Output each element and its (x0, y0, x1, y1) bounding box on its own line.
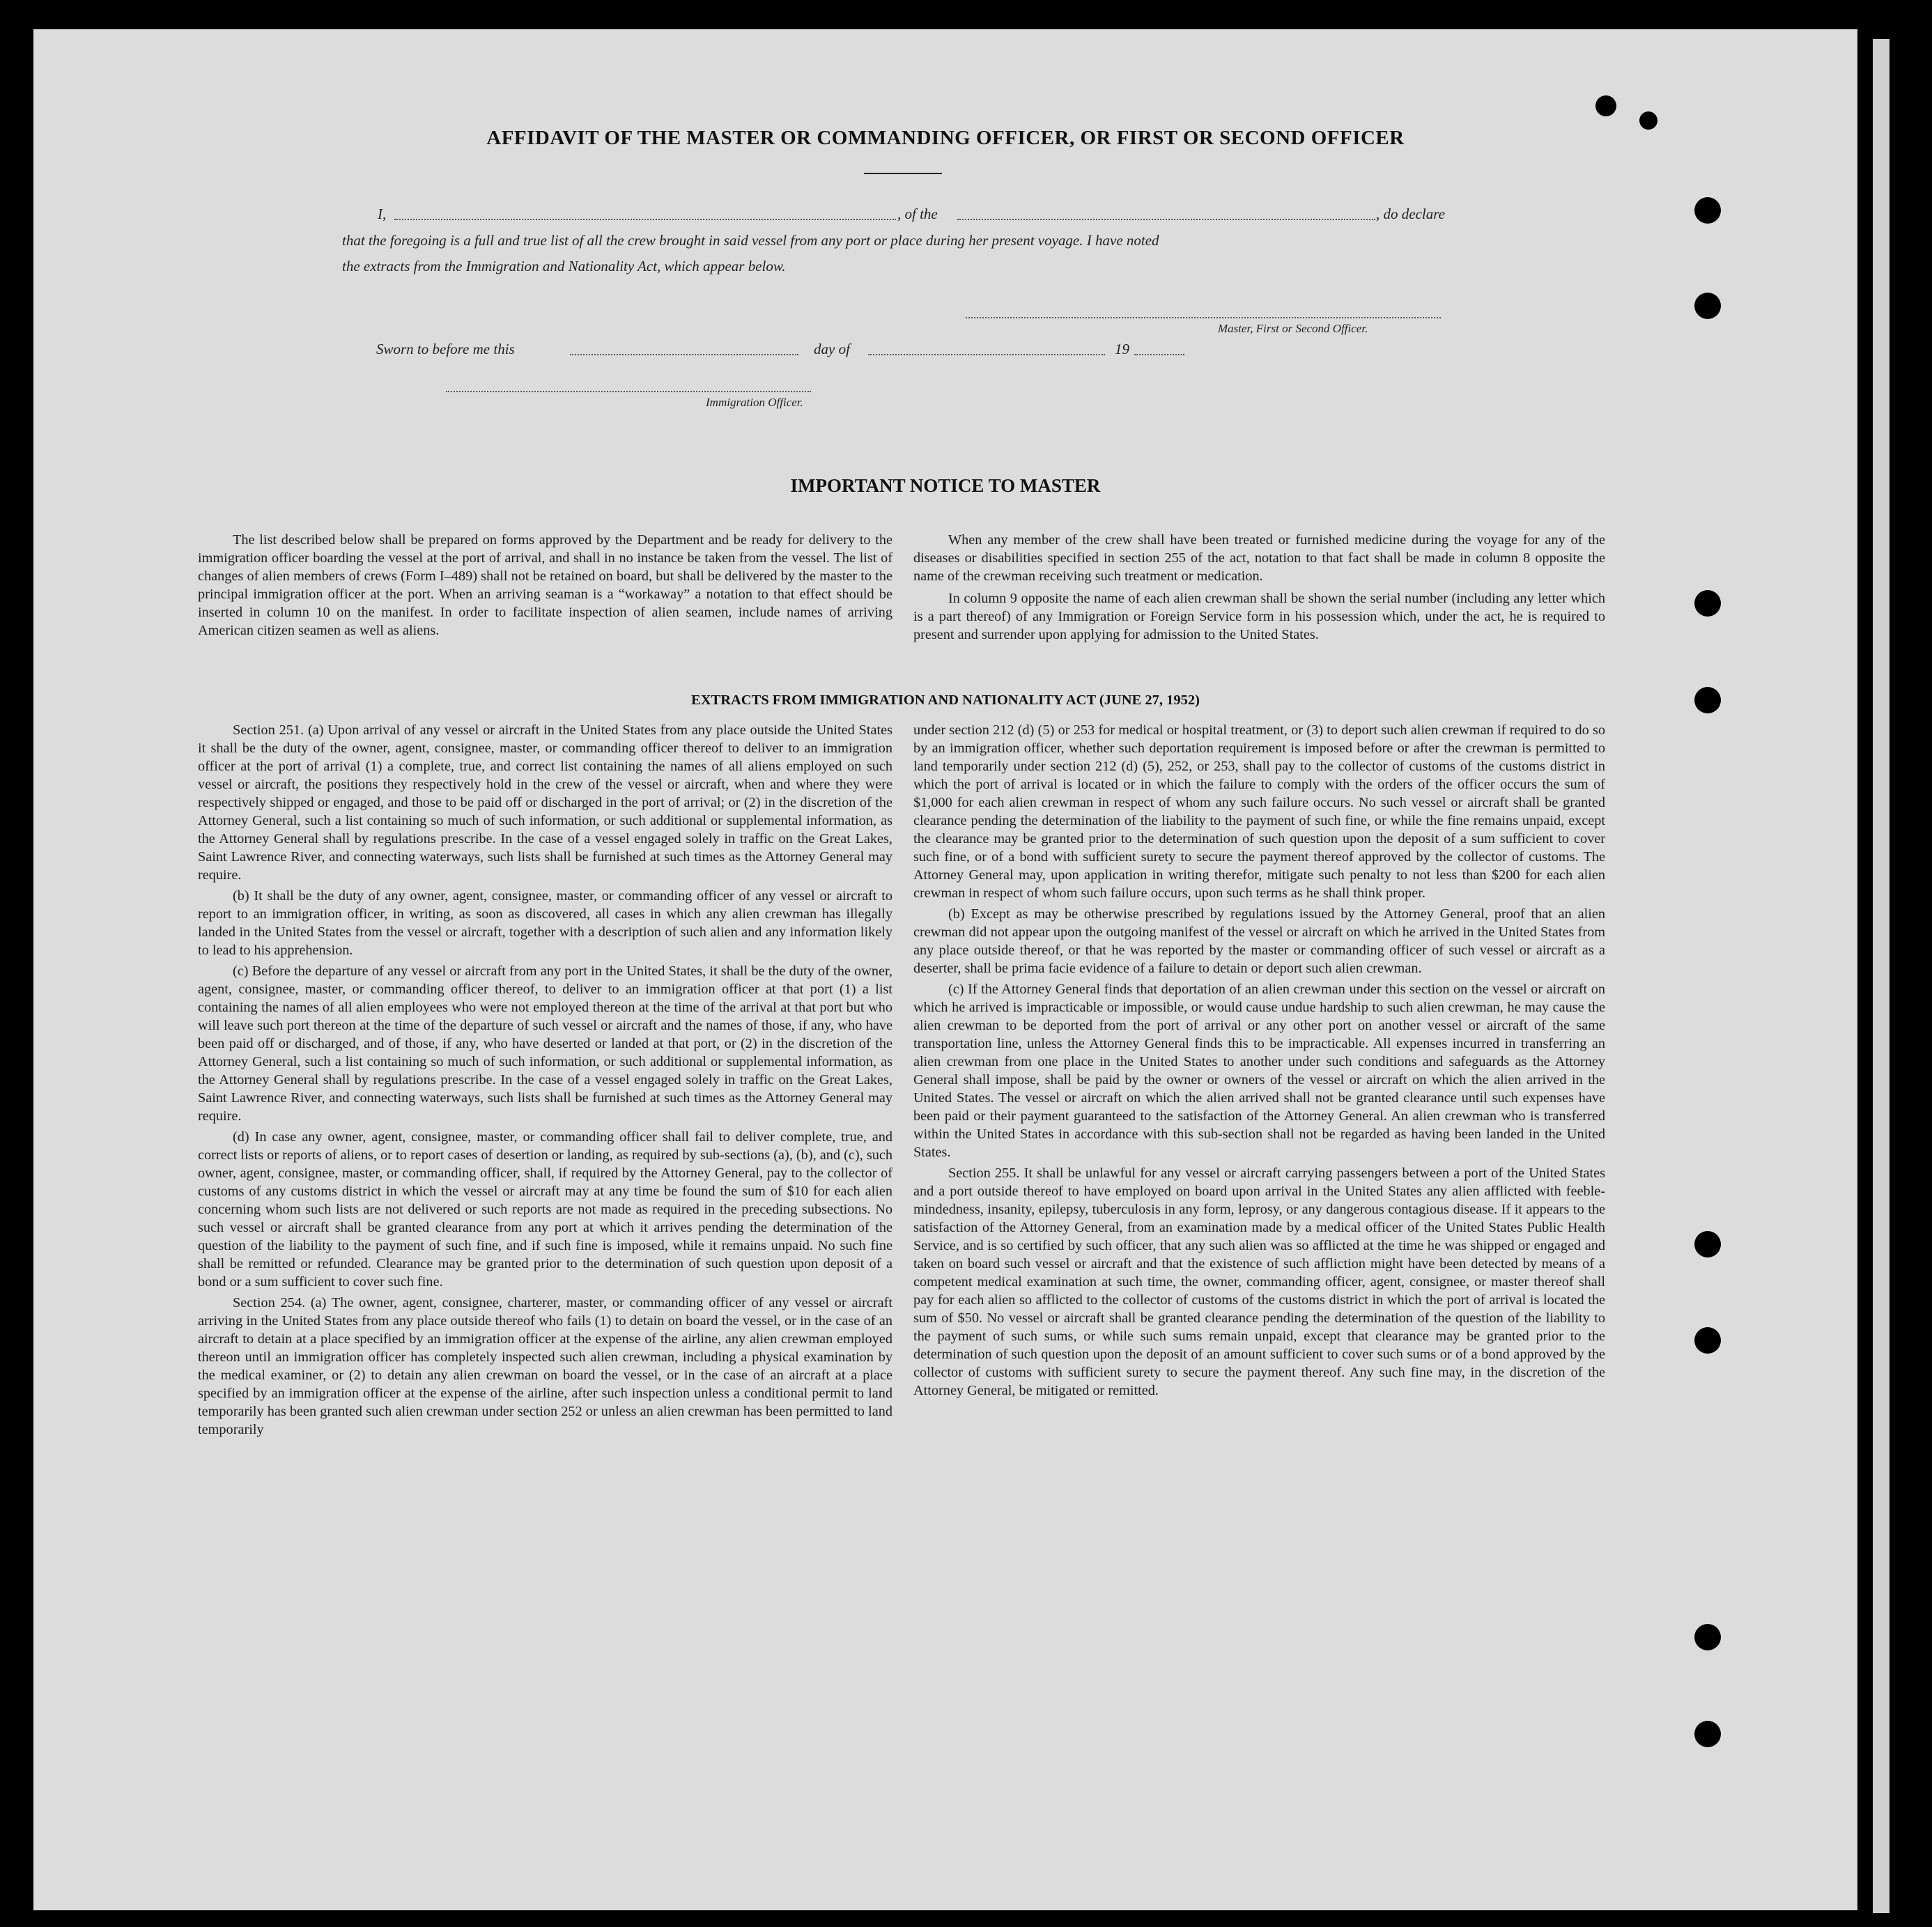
notice-right-column (913, 531, 1605, 647)
binding-strip (1873, 39, 1890, 1913)
notice-right-paragraph-2: In column 9 opposite the name of each alien crewman shall be shown the serial number (including any letter which is a part thereof) of any Immigration or Foreign Service form in his possession which, under the act, he is required to present and surrender upon applying for admission to the United States. (913, 591, 1605, 642)
punch-hole (1694, 197, 1721, 224)
do-declare-label: , do declare (1376, 206, 1445, 222)
section-255: Section 255. It shall be unlawful for any vessel or aircraft carrying passengers between a port of the United States and a port outside thereof to have employed on board upon arrival in the United States any alien afflicted with feeble-mindedness, insanity, epilepsy, tuberculosis in any form, leprosy, or any dangerous contagious disease. If it appears to the satisfaction of the Attorney General, from an examination made by a medical officer of the United States Public Health Service, and is so certified by such officer, that any such alien was so afflicted at the time he was shipped or engaged and taken on board such vessel or aircraft and that the existence of such affliction might have been detected by means of a competent medical examination at such time, the owner, commanding officer, agent, consignee, or master thereof shall pay for each alien so afflicted to the collector of customs of the customs district in which the port of arrival is located the sum of $50. No vessel or aircraft shall be granted clearance pending the determination of the question of the liability to the payment of such sums, or while such sums remain unpaid, except that clearance may be granted prior to the determination of such question upon the deposit of an amount sufficient to cover such sums or of a bond approved by the collector of customs with sufficient surety to secure the payment thereof. Any such fine may, in the discretion of the Attorney General, be mitigated or remitted. (913, 1166, 1605, 1398)
section-254-a-continued: under section 212 (d) (5) or 253 for medical or hospital treatment, or (3) to deport such alien crewman if required to do so by an immigration officer, whether such deportation requirement is imposed before or after the crewman is permitted to land temporarily under section 212 (d) (5), 252, or 253, shall pay to the collector of customs of the customs district in which the port of arrival is located or in which the failure to comply with the orders of the officer occurs the sum of $1,000 for each alien crewman in respect of whom any such failure occurs. No such vessel or aircraft shall be granted clearance pending the determination of the liability to the payment of such fine, or while the fine remains unpaid, except the clearance may be granted prior to the determination of such question upon the deposit of a sum sufficient to cover such fine, or of a bond with sufficient surety to secure the payment thereof approved by the collector of customs. The Attorney General may, upon application in writing therefor, mitigate such penalty to not less than $200 for each alien crewman in respect of whom such failure occurs, upon such terms as he shall think proper. (913, 722, 1605, 901)
section-254-b: (b) Except as may be otherwise prescribed by regulations issued by the Attorney General, proof that an alien crewman did not appear upon the outgoing manifest of the vessel or aircraft on which he arrived in the United States from any place outside thereof, or that he was reported by the master or commanding officer of such vessel or aircraft as a deserter, shall be prima facie evidence of a failure to detain or deport such alien crewman. (913, 906, 1605, 976)
section-251-d: (d) In case any owner, agent, consignee, master, or commanding officer shall fail to deliver complete, true, and correct lists or reports of aliens, or to report cases of desertion or landing, as required by sub-sections (a), (b), and (c), such owner, agent, consignee, master, or commanding officer, shall, if required by the Attorney General, pay to the collector of customs of any customs district in which the vessel or aircraft may at any time be found the sum of $10 for each alien concerning whom such lists are not delivered or such reports are not made as required in the preceding subsections. No such vessel or aircraft shall be granted clearance from any port at which it arrives pending the determination of the question of the liability to the payment of such fine, and if such fine is imposed, while it remains unpaid. No such fine shall be remitted or refunded. Clearance may be granted prior to the determination of such question upon deposit of a bond or a sum sufficient to cover such fine. (198, 1129, 892, 1290)
sworn-month-fill-line (868, 354, 1105, 355)
name-fill-line (394, 219, 896, 220)
statement-line-1: that the foregoing is a full and true list of all the crew brought in said vessel from any port or place during her present voyage. I have noted (342, 232, 1159, 249)
extracts-title: EXTRACTS FROM IMMIGRATION AND NATIONALITY ACT (JUNE 27, 1952) (691, 692, 1200, 708)
notice-title: IMPORTANT NOTICE TO MASTER (790, 475, 1101, 496)
extracts-right-column (913, 721, 1605, 1402)
immigration-officer-label: Immigration Officer. (706, 396, 803, 409)
punch-hole (1595, 95, 1616, 116)
notice-left-paragraph: The list described below shall be prepared on forms approved by the Department and be ready for delivery to the immigration officer boarding the vessel at the port of arrival, and shall in no instance be taken from the vessel. The list of changes of alien members of crews (Form I–489) shall not be retained on board, but shall be delivered by the master to the principal immigration officer at the port. When an arriving seaman is a “workaway” a notation to that effect should be inserted in column 10 on the manifest. In order to facilitate inspection of alien seamen, include names of arriving American citizen seamen as well as aliens. (198, 532, 892, 638)
statement-line-2: the extracts from the Immigration and Nationality Act, which appear below. (342, 258, 786, 274)
extracts-left-column (198, 721, 892, 1441)
year-prefix: 19 (1115, 341, 1129, 357)
year-fill-line (1134, 354, 1184, 355)
title-divider (864, 173, 942, 174)
day-of-label: day of (814, 341, 850, 357)
punch-hole (1639, 111, 1657, 130)
punch-hole (1694, 1624, 1721, 1650)
section-251-a: Section 251. (a) Upon arrival of any vessel or aircraft in the United States from any place outside the United States it shall be the duty of the owner, agent, consignee, master, or commanding officer thereof to deliver to an immigration officer at the port of arrival (1) a complete, true, and correct list containing the names of all aliens employed on such vessel or aircraft, the positions they respectively hold in the crew of the vessel or aircraft, when and where they were respectively shipped or engaged, and those to be paid off or discharged in the port of arrival; or (2) in the discretion of the Attorney General, such a list containing so much of such information, or such additional or supplemental information, as the Attorney General shall by regulations prescribe. In the case of a vessel engaged solely in traffic on the Great Lakes, Saint Lawrence River, and connecting waterways, such lists shall be furnished at such times as the Attorney General may require. (198, 722, 892, 883)
i-label: I, (378, 206, 387, 222)
punch-hole (1694, 293, 1721, 319)
notice-right-paragraph-1: When any member of the crew shall have been treated or furnished medicine during the voyage for any of the diseases or disabilities specified in section 255 of the act, notation to that fact shall be made in column 8 opposite the name of the crewman receiving such treatment or medication. (913, 532, 1605, 584)
section-254-a: Section 254. (a) The owner, agent, consignee, charterer, master, or commanding officer of any vessel or aircraft arriving in the United States from any place outside thereof who fails (1) to detain on board the vessel, or in the case of an aircraft to detain at a place specified by an immigration officer at the expense of the airline, any alien crewman employed thereon until an immigration officer has completely inspected such alien crewman, including a physical examination by the medical examiner, or (2) to detain any alien crewman on board the vessel, or in the case of an aircraft at a place specified by an immigration officer at the expense of the airline, after such inspection unless a conditional permit to land temporarily has been granted such alien crewman under section 252 or unless an alien crewman has been permitted to land temporarily (198, 1295, 892, 1437)
punch-hole (1694, 687, 1721, 713)
vessel-fill-line (957, 219, 1375, 220)
punch-hole (1694, 590, 1721, 617)
section-251-c: (c) Before the departure of any vessel or aircraft from any port in the United States, it shall be the duty of the owner, agent, consignee, master, or commanding officer thereof, to deliver to an immigration officer at that port (1) a list containing the names of all alien employees who were not employed thereon at the time of the arrival at that port but who will leave such port thereon at the time of the departure of such vessel or aircraft and the names of those, if any, who have been paid off or discharged, and of those, if any, who have deserted or landed at that port, or (2) in the discretion of the Attorney General, such a list containing so much of such information, or such additional or supplemental information, as the Attorney General shall by regulations prescribe. In the case of a vessel engaged solely in traffic on the Great Lakes, Saint Lawrence River, and connecting waterways, such lists shall be furnished at such times as the Attorney General may require. (198, 964, 892, 1124)
punch-hole (1694, 1327, 1721, 1354)
sworn-label: Sworn to before me this (376, 341, 515, 357)
punch-hole (1694, 1721, 1721, 1747)
immigration-officer-signature-line (446, 391, 811, 392)
master-signature-label: Master, First or Second Officer. (1218, 322, 1368, 335)
master-signature-line (966, 317, 1441, 318)
notice-left-column (198, 531, 892, 642)
document-page (33, 29, 1857, 1910)
punch-hole (1694, 1231, 1721, 1257)
sworn-day-fill-line (570, 354, 798, 355)
section-254-c: (c) If the Attorney General finds that deportation of an alien crewman under this section on the vessel or aircraft on which he arrived is impracticable or impossible, or would cause undue hardship to such alien crewman, he may cause the alien crewman to be deported from the port of arrival or any other port on another vessel or aircraft of the same transportation line, unless the Attorney General finds this to be impracticable. All expenses incurred in transferring an alien crewman from one place in the United States to another under such conditions and safeguards as the Attorney General shall impose, shall be paid by the owner or owners of the vessel or aircraft on which the alien arrived in the United States. The vessel or aircraft on which the alien arrived shall not be granted clearance until such expenses have been paid or their payment guaranteed to the satisfaction of the Attorney General. An alien crewman who is transferred within the United States in accordance with this sub-section shall not be regarded as having been landed in the United States. (913, 982, 1605, 1160)
of-the-label: , of the (897, 206, 938, 222)
section-251-b: (b) It shall be the duty of any owner, agent, consignee, master, or commanding officer of any vessel or aircraft to report to an immigration officer, in writing, as soon as discovered, all cases in which any alien crewman has illegally landed in the United States from the vessel or aircraft, together with a description of such alien and any information likely to lead to his apprehension. (198, 888, 892, 958)
affidavit-title: AFFIDAVIT OF THE MASTER OR COMMANDING OFFICER, OR FIRST OR SECOND OFFICER (486, 127, 1405, 149)
